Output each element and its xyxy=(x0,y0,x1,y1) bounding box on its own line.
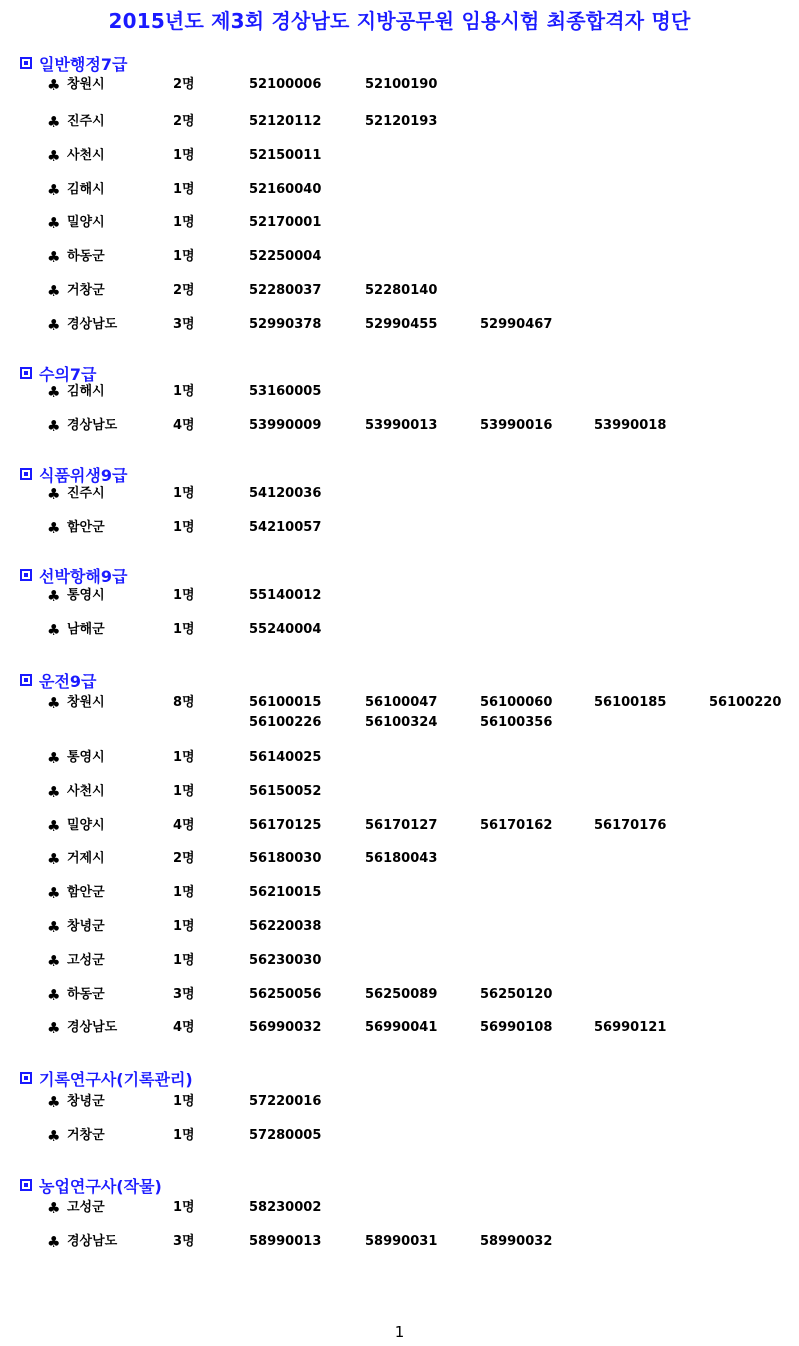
square-bullet-icon xyxy=(20,468,32,480)
club-bullet-icon: ♣ xyxy=(47,1233,61,1251)
exam-number: 52280140 xyxy=(365,283,438,298)
club-bullet-icon: ♣ xyxy=(47,621,61,639)
region-name: 남해군 xyxy=(67,622,105,637)
exam-number: 56210015 xyxy=(249,885,322,900)
club-bullet-icon: ♣ xyxy=(47,850,61,868)
exam-number: 56230030 xyxy=(249,953,322,968)
result-row xyxy=(0,620,799,640)
exam-number: 56100220 xyxy=(709,695,782,710)
exam-number: 52150011 xyxy=(249,148,322,163)
exam-number: 56100060 xyxy=(480,695,553,710)
result-row xyxy=(0,917,799,937)
pass-count: 1명 xyxy=(173,148,195,163)
club-bullet-icon: ♣ xyxy=(47,817,61,835)
pass-count: 1명 xyxy=(173,1094,195,1109)
pass-count: 1명 xyxy=(173,784,195,799)
exam-number: 56250120 xyxy=(480,987,553,1002)
region-name: 경상남도 xyxy=(67,1234,118,1249)
region-name: 창녕군 xyxy=(67,919,105,934)
exam-number: 58990031 xyxy=(365,1234,438,1249)
result-row xyxy=(0,1232,799,1252)
section-title: 식품위생9급 xyxy=(39,465,128,485)
region-name: 김해시 xyxy=(67,384,105,399)
result-row xyxy=(0,1198,799,1218)
exam-number: 56990041 xyxy=(365,1020,438,1035)
result-row xyxy=(0,382,799,402)
club-bullet-icon: ♣ xyxy=(47,519,61,537)
pass-count: 1명 xyxy=(173,885,195,900)
club-bullet-icon: ♣ xyxy=(47,749,61,767)
club-bullet-icon: ♣ xyxy=(47,214,61,232)
pass-count: 8명 xyxy=(173,695,195,710)
region-name: 고성군 xyxy=(67,1200,105,1215)
result-row xyxy=(0,1092,799,1112)
pass-count: 1명 xyxy=(173,486,195,501)
pass-count: 1명 xyxy=(173,953,195,968)
region-name: 통영시 xyxy=(67,750,105,765)
exam-number: 56990108 xyxy=(480,1020,553,1035)
club-bullet-icon: ♣ xyxy=(47,1127,61,1145)
club-bullet-icon: ♣ xyxy=(47,417,61,435)
exam-number: 56220038 xyxy=(249,919,322,934)
section-header xyxy=(20,1067,193,1089)
club-bullet-icon: ♣ xyxy=(47,76,61,94)
section-header xyxy=(20,362,97,384)
region-name: 거창군 xyxy=(67,1128,105,1143)
section-header xyxy=(20,52,127,74)
exam-number: 56990032 xyxy=(249,1020,322,1035)
exam-number: 56140025 xyxy=(249,750,322,765)
region-name: 통영시 xyxy=(67,588,105,603)
result-row xyxy=(0,247,799,267)
region-name: 창녕군 xyxy=(67,1094,105,1109)
pass-count: 2명 xyxy=(173,114,195,129)
pass-count: 1명 xyxy=(173,249,195,264)
section-header xyxy=(20,463,127,485)
result-row xyxy=(0,281,799,301)
exam-number: 52250004 xyxy=(249,249,322,264)
exam-number: 55240004 xyxy=(249,622,322,637)
club-bullet-icon: ♣ xyxy=(47,248,61,266)
exam-number: 58990032 xyxy=(480,1234,553,1249)
club-bullet-icon: ♣ xyxy=(47,147,61,165)
pass-count: 2명 xyxy=(173,851,195,866)
region-name: 진주시 xyxy=(67,486,105,501)
exam-number: 58990013 xyxy=(249,1234,322,1249)
pass-count: 3명 xyxy=(173,1234,195,1249)
club-bullet-icon: ♣ xyxy=(47,485,61,503)
region-name: 하동군 xyxy=(67,249,105,264)
region-name: 창원시 xyxy=(67,695,105,710)
region-name: 경상남도 xyxy=(67,418,118,433)
pass-count: 1명 xyxy=(173,215,195,230)
exam-number: 56180043 xyxy=(365,851,438,866)
pass-count: 1명 xyxy=(173,182,195,197)
pass-count: 1명 xyxy=(173,919,195,934)
exam-number: 53990018 xyxy=(594,418,667,433)
pass-count: 1명 xyxy=(173,1128,195,1143)
exam-number: 52120112 xyxy=(249,114,322,129)
result-row xyxy=(0,484,799,504)
region-name: 거창군 xyxy=(67,283,105,298)
pass-count: 2명 xyxy=(173,77,195,92)
pass-count: 1명 xyxy=(173,622,195,637)
exam-number: 56170176 xyxy=(594,818,667,833)
club-bullet-icon: ♣ xyxy=(47,1199,61,1217)
page-number: 1 xyxy=(394,1323,405,1341)
page-title: 2015년도 제3회 경상남도 지방공무원 임용시험 최종합격자 명단 xyxy=(108,9,691,33)
region-name: 창원시 xyxy=(67,77,105,92)
exam-number: 56100015 xyxy=(249,695,322,710)
region-name: 김해시 xyxy=(67,182,105,197)
exam-number: 52160040 xyxy=(249,182,322,197)
exam-number: 56170127 xyxy=(365,818,438,833)
club-bullet-icon: ♣ xyxy=(47,383,61,401)
exam-number: 52100190 xyxy=(365,77,438,92)
exam-number: 52990455 xyxy=(365,317,438,332)
result-row xyxy=(0,146,799,166)
club-bullet-icon: ♣ xyxy=(47,918,61,936)
region-name: 거제시 xyxy=(67,851,105,866)
result-row xyxy=(0,816,799,836)
section-title: 운전9급 xyxy=(39,671,97,691)
pass-count: 4명 xyxy=(173,418,195,433)
pass-count: 3명 xyxy=(173,987,195,1002)
exam-number: 58230002 xyxy=(249,1200,322,1215)
club-bullet-icon: ♣ xyxy=(47,181,61,199)
exam-number: 56100356 xyxy=(480,715,553,730)
club-bullet-icon: ♣ xyxy=(47,282,61,300)
section-title: 기록연구사(기록관리) xyxy=(39,1069,193,1089)
exam-number: 57220016 xyxy=(249,1094,322,1109)
club-bullet-icon: ♣ xyxy=(47,783,61,801)
square-bullet-icon xyxy=(20,1179,32,1191)
club-bullet-icon: ♣ xyxy=(47,113,61,131)
pass-count: 1명 xyxy=(173,520,195,535)
pass-count: 1명 xyxy=(173,384,195,399)
pass-count: 1명 xyxy=(173,750,195,765)
region-name: 하동군 xyxy=(67,987,105,1002)
pass-count: 1명 xyxy=(173,1200,195,1215)
region-name: 진주시 xyxy=(67,114,105,129)
result-row xyxy=(0,586,799,606)
result-row xyxy=(0,180,799,200)
exam-number: 56250089 xyxy=(365,987,438,1002)
club-bullet-icon: ♣ xyxy=(47,1019,61,1037)
square-bullet-icon xyxy=(20,674,32,686)
exam-number: 53990013 xyxy=(365,418,438,433)
club-bullet-icon: ♣ xyxy=(47,952,61,970)
pass-count: 2명 xyxy=(173,283,195,298)
club-bullet-icon: ♣ xyxy=(47,316,61,334)
club-bullet-icon: ♣ xyxy=(47,986,61,1004)
result-row xyxy=(0,849,799,869)
exam-number: 57280005 xyxy=(249,1128,322,1143)
exam-number: 56250056 xyxy=(249,987,322,1002)
pass-count: 3명 xyxy=(173,317,195,332)
result-row xyxy=(0,1018,799,1038)
result-row xyxy=(0,213,799,233)
club-bullet-icon: ♣ xyxy=(47,884,61,902)
result-row xyxy=(0,112,799,132)
exam-number: 56100226 xyxy=(249,715,322,730)
square-bullet-icon xyxy=(20,1072,32,1084)
region-name: 밀양시 xyxy=(67,215,105,230)
section-header xyxy=(20,669,97,691)
exam-number: 56100324 xyxy=(365,715,438,730)
exam-number: 56150052 xyxy=(249,784,322,799)
result-row xyxy=(0,748,799,768)
section-title: 선박항해9급 xyxy=(39,566,128,586)
region-name: 경상남도 xyxy=(67,317,118,332)
region-name: 사천시 xyxy=(67,148,105,163)
section-header xyxy=(20,1174,162,1196)
result-row xyxy=(0,693,799,730)
region-name: 경상남도 xyxy=(67,1020,118,1035)
exam-number: 54210057 xyxy=(249,520,322,535)
region-name: 고성군 xyxy=(67,953,105,968)
section-header xyxy=(20,564,127,586)
result-row xyxy=(0,416,799,436)
exam-number: 54120036 xyxy=(249,486,322,501)
pass-count: 1명 xyxy=(173,588,195,603)
region-name: 함안군 xyxy=(67,520,105,535)
region-name: 사천시 xyxy=(67,784,105,799)
square-bullet-icon xyxy=(20,57,32,69)
exam-number: 52990378 xyxy=(249,317,322,332)
result-row xyxy=(0,985,799,1005)
exam-number: 56100185 xyxy=(594,695,667,710)
club-bullet-icon: ♣ xyxy=(47,1093,61,1111)
section-title: 수의7급 xyxy=(39,364,97,384)
exam-number: 52120193 xyxy=(365,114,438,129)
result-row xyxy=(0,1126,799,1146)
pass-count: 4명 xyxy=(173,818,195,833)
exam-number: 56180030 xyxy=(249,851,322,866)
exam-number: 55140012 xyxy=(249,588,322,603)
region-name: 밀양시 xyxy=(67,818,105,833)
exam-number: 52280037 xyxy=(249,283,322,298)
club-bullet-icon: ♣ xyxy=(47,587,61,605)
region-name: 함안군 xyxy=(67,885,105,900)
result-row xyxy=(0,951,799,971)
section-title: 일반행정7급 xyxy=(39,54,128,74)
section-title: 농업연구사(작물) xyxy=(39,1176,162,1196)
result-row xyxy=(0,315,799,335)
exam-number: 52170001 xyxy=(249,215,322,230)
result-row xyxy=(0,782,799,802)
exam-number: 56170125 xyxy=(249,818,322,833)
square-bullet-icon xyxy=(20,367,32,379)
exam-number: 53990009 xyxy=(249,418,322,433)
exam-number: 53990016 xyxy=(480,418,553,433)
result-row xyxy=(0,883,799,903)
pass-count: 4명 xyxy=(173,1020,195,1035)
result-row xyxy=(0,518,799,538)
exam-number: 52990467 xyxy=(480,317,553,332)
exam-number: 53160005 xyxy=(249,384,322,399)
exam-number: 52100006 xyxy=(249,77,322,92)
club-bullet-icon: ♣ xyxy=(47,694,61,712)
square-bullet-icon xyxy=(20,569,32,581)
exam-number: 56990121 xyxy=(594,1020,667,1035)
exam-number: 56170162 xyxy=(480,818,553,833)
exam-number: 56100047 xyxy=(365,695,438,710)
result-row xyxy=(0,75,799,95)
